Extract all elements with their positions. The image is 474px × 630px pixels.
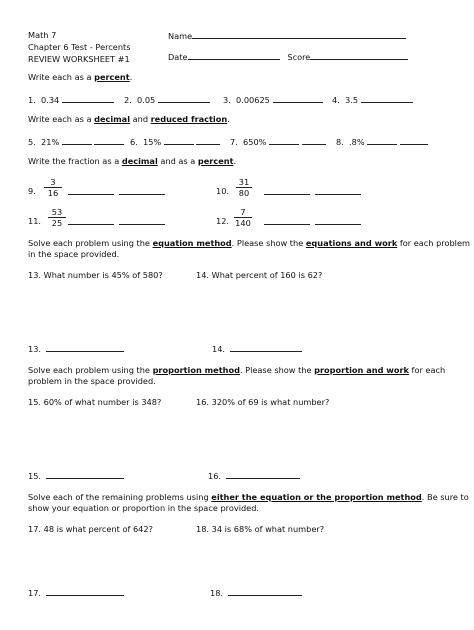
instruction-text: and as a xyxy=(157,156,198,166)
problem-8 xyxy=(336,136,428,147)
problem-number: 12. xyxy=(216,216,230,226)
problem-number: 7. xyxy=(230,137,238,147)
instruction-text: Write the fraction as a xyxy=(28,156,122,166)
problem-number: 2. xyxy=(124,95,132,105)
question-18: 18. 34 is 68% of what number? xyxy=(196,524,325,534)
answer-17 xyxy=(28,587,124,598)
answer-16 xyxy=(208,470,300,481)
fraction xyxy=(234,207,252,228)
problem-value: 0.00625 xyxy=(236,95,270,105)
instruction-emphasis: reduced fraction xyxy=(150,114,228,124)
section5-instructions xyxy=(28,365,445,375)
problem-7 xyxy=(230,136,326,147)
denominator: 25 xyxy=(51,218,63,228)
answer-number: 13. xyxy=(28,344,42,354)
numerator: 3 xyxy=(44,177,62,188)
instruction-emphasis: percent xyxy=(94,72,130,82)
instruction-text: Solve each problem using the xyxy=(28,238,153,248)
name-row xyxy=(168,30,406,41)
instruction-emphasis: decimal xyxy=(121,156,158,166)
problem-number: 1. xyxy=(28,95,36,105)
fraction xyxy=(44,177,62,198)
answer-blank[interactable] xyxy=(68,216,114,225)
problem-value: 3.5 xyxy=(345,95,359,105)
name-blank[interactable] xyxy=(192,30,406,39)
denominator: 140 xyxy=(235,218,251,228)
answer-blank[interactable] xyxy=(228,587,302,596)
answer-blank[interactable] xyxy=(269,136,299,145)
section6-instructions xyxy=(28,492,469,502)
question-15: 15. 60% of what number is 348? xyxy=(28,397,162,407)
date-blank[interactable] xyxy=(188,51,280,60)
answer-13 xyxy=(28,343,124,354)
instruction-emphasis: percent xyxy=(197,156,234,166)
instruction-text: . xyxy=(129,72,133,82)
answer-18 xyxy=(210,587,302,598)
problem-value: 650% xyxy=(243,137,267,147)
answer-blank[interactable] xyxy=(62,94,114,103)
instruction-emphasis: equations and work xyxy=(305,238,398,248)
answer-blank[interactable] xyxy=(302,136,326,145)
answer-blank[interactable] xyxy=(68,186,114,195)
problem-number: 8. xyxy=(336,137,344,147)
instruction-text: . Be sure to xyxy=(421,492,469,502)
answer-blank[interactable] xyxy=(367,136,397,145)
answer-blank[interactable] xyxy=(230,343,302,352)
instruction-emphasis: decimal xyxy=(94,114,131,124)
date-label: Date xyxy=(168,52,188,62)
problem-number: 5. xyxy=(28,137,36,147)
answer-blank[interactable] xyxy=(264,186,310,195)
numerator: 53 xyxy=(48,207,66,218)
answer-number: 15. xyxy=(28,471,42,481)
answer-blank[interactable] xyxy=(361,94,413,103)
instruction-text: for each xyxy=(408,365,446,375)
instruction-text: and xyxy=(130,114,151,124)
denominator: 80 xyxy=(238,188,250,198)
answer-blank[interactable] xyxy=(119,216,165,225)
problem-value: 0.34 xyxy=(41,95,60,105)
question-14: 14. What percent of 160 is 62? xyxy=(196,270,323,280)
problem-3 xyxy=(223,94,323,105)
problem-value: .8% xyxy=(349,137,365,147)
answer-blanks xyxy=(264,216,361,227)
answer-blanks xyxy=(264,186,361,197)
section5-instructions-line2: problem in the space provided. xyxy=(28,376,156,386)
answer-blank[interactable] xyxy=(226,470,300,479)
instruction-emphasis: proportion method xyxy=(152,365,240,375)
answer-blanks xyxy=(68,186,165,197)
answer-blank[interactable] xyxy=(46,470,124,479)
problem-number: 11. xyxy=(28,216,42,226)
answer-blank[interactable] xyxy=(315,186,361,195)
section4-instructions xyxy=(28,238,470,248)
denominator: 16 xyxy=(47,188,59,198)
instruction-emphasis: equation method xyxy=(152,238,232,248)
instruction-text: Solve each problem using the xyxy=(28,365,153,375)
answer-blank[interactable] xyxy=(273,94,323,103)
answer-number: 18. xyxy=(210,588,224,598)
fraction xyxy=(48,207,66,228)
instruction-text: Write each as a xyxy=(28,72,95,82)
problem-value: 0.05 xyxy=(137,95,156,105)
answer-number: 16. xyxy=(208,471,222,481)
instruction-text: . xyxy=(233,156,237,166)
problem-number: 6. xyxy=(130,137,138,147)
numerator: 31 xyxy=(236,177,252,188)
answer-blank[interactable] xyxy=(46,343,124,352)
answer-blank[interactable] xyxy=(264,216,310,225)
name-label: Name xyxy=(168,31,193,41)
answer-number: 14. xyxy=(212,344,226,354)
problem-1 xyxy=(28,94,114,105)
section2-instructions xyxy=(28,114,230,124)
problem-5 xyxy=(28,136,124,147)
instruction-text: Write each as a xyxy=(28,114,95,124)
answer-blank[interactable] xyxy=(158,94,210,103)
answer-blank[interactable] xyxy=(164,136,194,145)
problem-value: 21% xyxy=(41,137,60,147)
instruction-text: for each problem xyxy=(397,238,470,248)
section4-instructions-line2: in the space provided. xyxy=(28,249,120,259)
answer-number: 17. xyxy=(28,588,42,598)
numerator: 7 xyxy=(234,207,252,218)
answer-blank[interactable] xyxy=(196,136,220,145)
instruction-emphasis: either the equation or the proportion method xyxy=(211,492,422,502)
instruction-text: . Please show the xyxy=(239,365,315,375)
instruction-text: Solve each of the remaining problems using xyxy=(28,492,212,502)
answer-blank[interactable] xyxy=(46,587,124,596)
problem-value: 15% xyxy=(143,137,162,147)
fraction xyxy=(236,177,252,198)
instruction-text: . xyxy=(227,114,230,124)
section1-instructions xyxy=(28,72,132,82)
answer-blank[interactable] xyxy=(94,136,124,145)
problem-6 xyxy=(130,136,220,147)
instruction-text: . Please show the xyxy=(231,238,306,248)
answer-blank[interactable] xyxy=(315,216,361,225)
problem-number: 9. xyxy=(28,186,36,196)
question-17: 17. 48 is what percent of 642? xyxy=(28,524,153,534)
course-label: Math 7 xyxy=(28,30,57,40)
answer-blanks xyxy=(68,216,165,227)
problem-number: 3. xyxy=(223,95,231,105)
score-blank[interactable] xyxy=(310,51,408,60)
test-title: Chapter 6 Test - Percents xyxy=(28,42,131,52)
section3-instructions xyxy=(28,156,236,166)
section6-instructions-line2: show your equation or proportion in the space provided. xyxy=(28,503,260,513)
problem-4 xyxy=(332,94,413,105)
problem-2 xyxy=(124,94,210,105)
worksheet-title: REVIEW WORKSHEET #1 xyxy=(28,54,130,64)
answer-blank[interactable] xyxy=(119,186,165,195)
question-13: 13. What number is 45% of 580? xyxy=(28,270,163,280)
question-16: 16. 320% of 69 is what number? xyxy=(196,397,330,407)
answer-14 xyxy=(212,343,302,354)
problem-number: 4. xyxy=(332,95,340,105)
date-score-row xyxy=(168,51,408,62)
answer-15 xyxy=(28,470,124,481)
problem-number: 10. xyxy=(216,186,230,196)
answer-blank[interactable] xyxy=(400,136,428,145)
instruction-emphasis: proportion and work xyxy=(314,365,409,375)
answer-blank[interactable] xyxy=(62,136,92,145)
score-label: Score xyxy=(287,52,311,62)
